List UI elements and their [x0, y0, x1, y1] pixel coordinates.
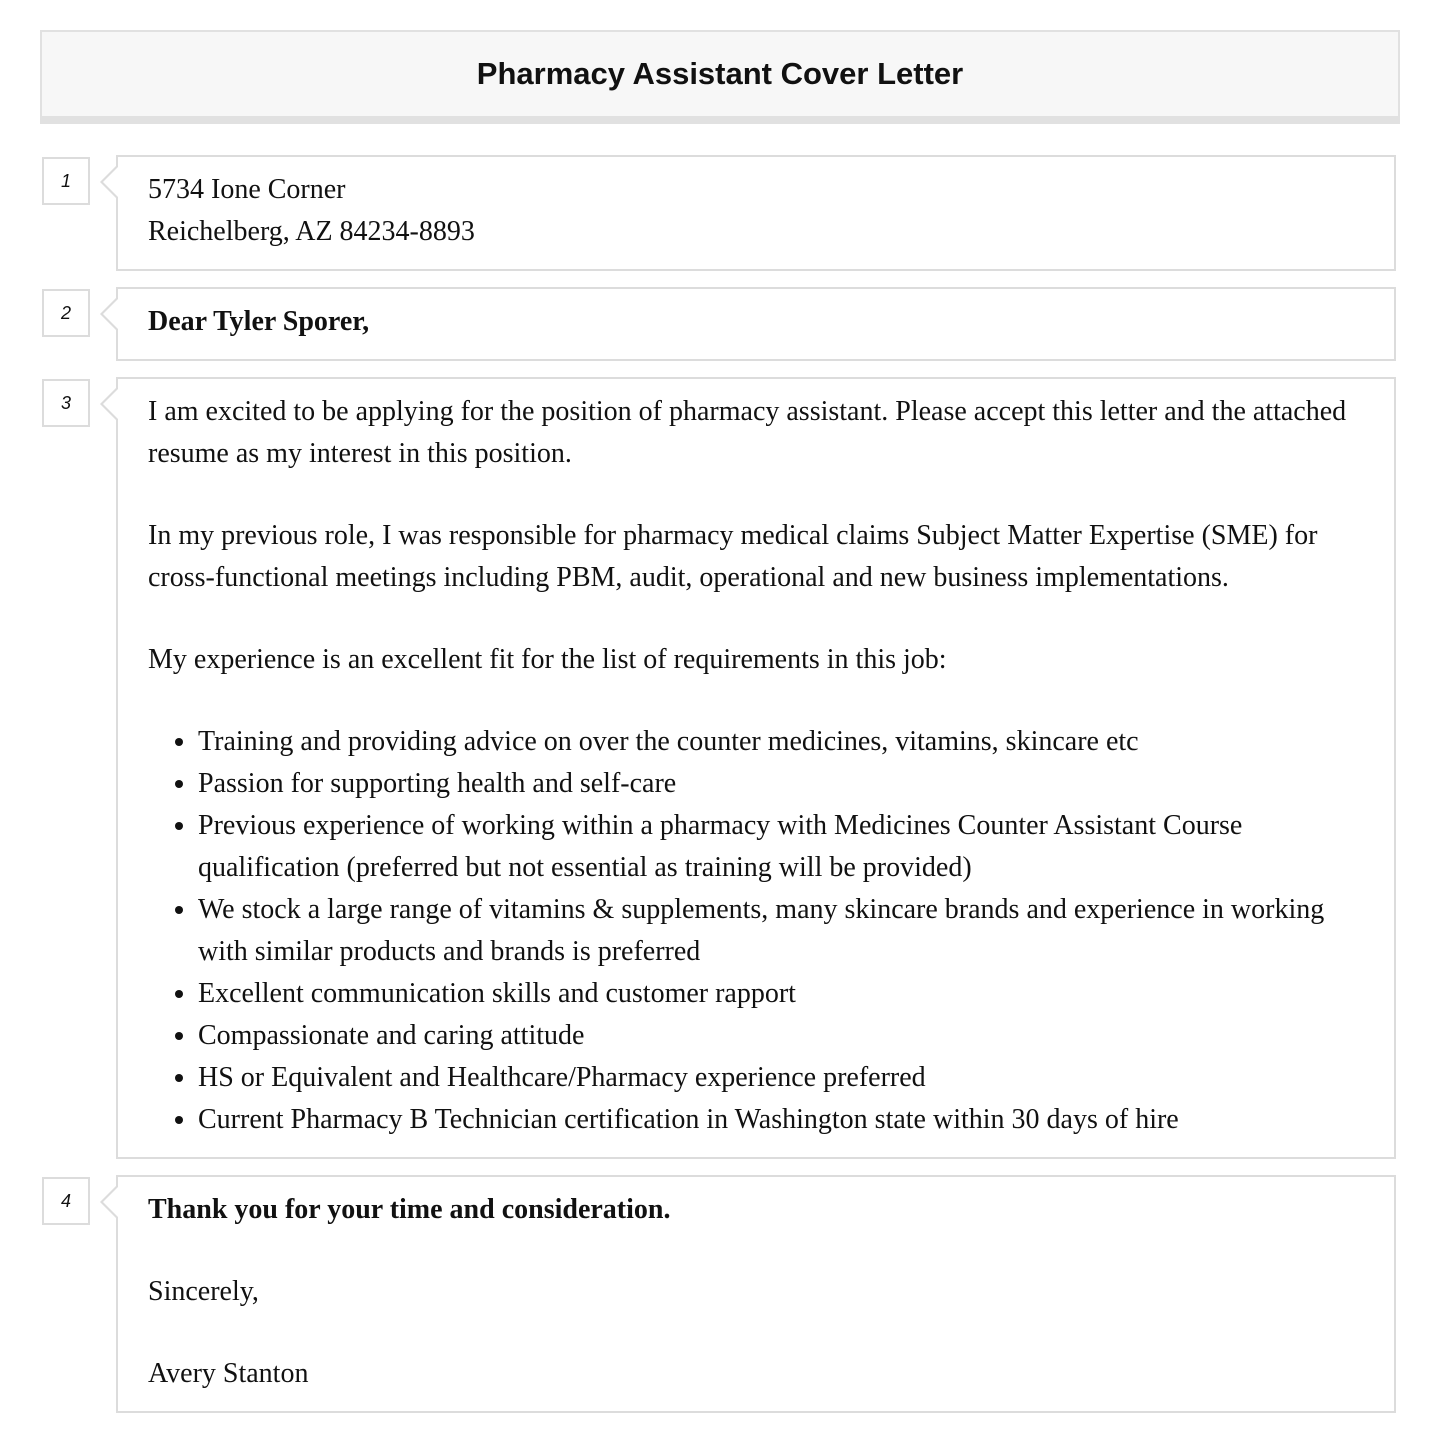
- list-item: • Training and providing advice on over the counter medicines, vitamins, skincare etc: [198, 721, 1364, 763]
- title-bar: [40, 30, 1400, 124]
- greeting: Dear Tyler Sporer,: [148, 306, 370, 337]
- body-paragraph-2: In my previous role, I was responsible for pharmacy medical claims Subject Matter Expertise (SME) for cross-functional meetings including PBM, audit, operational and new business implementations.: [148, 520, 1318, 593]
- section-number-1: 1: [42, 157, 90, 205]
- closing-card: [116, 1175, 1396, 1413]
- greeting-card: [116, 287, 1396, 361]
- list-item: • Excellent communication skills and customer rapport: [198, 973, 1364, 1015]
- address-line-1: 5734 Ione Corner: [148, 174, 346, 205]
- requirements-list: [148, 721, 1364, 1141]
- list-item: • Compassionate and caring attitude: [198, 1015, 1364, 1057]
- section-number-2: 2: [42, 289, 90, 337]
- list-item: • Previous experience of working within a pharmacy with Medicines Counter Assistant Course qualification (preferred but not essential as training will be provided): [198, 805, 1364, 889]
- list-item: • Current Pharmacy B Technician certification in Washington state within 30 days of hire: [198, 1099, 1364, 1141]
- list-item: • HS or Equivalent and Healthcare/Pharmacy experience preferred: [198, 1057, 1364, 1099]
- section-number-4: 4: [42, 1177, 90, 1225]
- list-item: • Passion for supporting health and self-care: [198, 763, 1364, 805]
- body-card: [116, 377, 1396, 1159]
- signature: Avery Stanton: [148, 1358, 309, 1389]
- address-line-2: Reichelberg, AZ 84234-8893: [148, 216, 475, 247]
- page-title: Pharmacy Assistant Cover Letter: [476, 56, 964, 91]
- section-number-3: 3: [42, 379, 90, 427]
- body-paragraph-1: I am excited to be applying for the position of pharmacy assistant. Please accept this letter and the attached resume as my interest in this position.: [148, 396, 1347, 469]
- list-item: • We stock a large range of vitamins & supplements, many skincare brands and experience in working with similar products and brands is preferred: [198, 889, 1364, 973]
- address-card: [116, 155, 1396, 271]
- closing-line: Sincerely,: [148, 1276, 259, 1307]
- thanks-line: Thank you for your time and consideration.: [148, 1194, 671, 1225]
- body-paragraph-3: My experience is an excellent fit for the list of requirements in this job:: [148, 644, 947, 675]
